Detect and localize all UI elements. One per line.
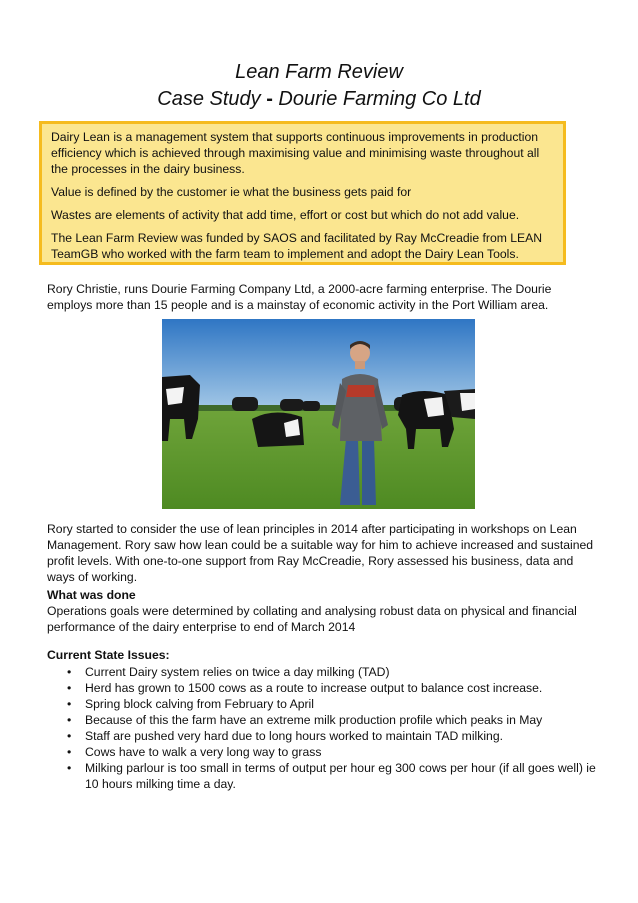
bullet-icon: • (67, 745, 72, 759)
bullet-icon: • (67, 761, 72, 775)
issue-item (47, 664, 597, 680)
issue-item (47, 728, 597, 744)
subtitle-prefix: Case Study (157, 88, 267, 110)
issue-text: Milking parlour is too small in terms of output per hour eg 300 cows per hour (if all goes well) ie 10 hours milking time a day. (85, 761, 596, 791)
issues-list (47, 664, 597, 792)
bullet-icon: • (67, 665, 72, 679)
issue-item (47, 696, 597, 712)
issue-item (47, 712, 597, 728)
definition-callout (39, 121, 566, 265)
bullet-icon: • (67, 697, 72, 711)
issue-item (47, 760, 597, 792)
issue-item (47, 744, 597, 760)
issue-text: Herd has grown to 1500 cows as a route to increase output to balance cost increase. (85, 681, 543, 695)
bullet-icon: • (67, 681, 72, 695)
issue-text: Spring block calving from February to April (85, 697, 314, 711)
bullet-icon: • (67, 713, 72, 727)
issue-text: Current Dairy system relies on twice a day milking (TAD) (85, 665, 390, 679)
bullet-icon: • (67, 729, 72, 743)
farmer-with-cows-photo (162, 319, 475, 509)
issue-text: Cows have to walk a very long way to grass (85, 745, 322, 759)
issue-text: Staff are pushed very hard due to long hours worked to maintain TAD milking. (85, 729, 503, 743)
what-was-done-heading: What was done (47, 588, 136, 602)
issue-text: Because of this the farm have an extreme milk production profile which peaks in May (85, 713, 543, 727)
callout-funding: The Lean Farm Review was funded by SAOS and facilitated by Ray McCreadie from LEAN TeamGB who worked with the farm team to implement and adopt the Dairy Lean Tools. (51, 231, 543, 261)
page-subtitle (0, 87, 638, 111)
callout-value: Value is defined by the customer ie what the business gets paid for (51, 185, 412, 199)
subtitle-dash: - (266, 88, 273, 110)
issue-item (47, 680, 597, 696)
what-was-done-text: Operations goals were determined by collating and analysing robust data on physical and financial performance of the dairy enterprise to end of March 2014 (47, 604, 577, 634)
callout-dairy-lean: Dairy Lean is a management system that supports continuous improvements in production efficiency which is achieved through maximising value and minimising waste throughout all the processes in the dairy business. (51, 130, 540, 176)
callout-wastes: Wastes are elements of activity that add time, effort or cost but which do not add value. (51, 208, 520, 222)
page-title: Lean Farm Review (235, 61, 403, 83)
intro-paragraph: Rory Christie, runs Dourie Farming Company Ltd, a 2000-acre farming enterprise. The Dourie employs more than 15 people and is a mainstay of economic activity in the Port William area. (47, 282, 552, 312)
background-paragraph: Rory started to consider the use of lean principles in 2014 after participating in workshops on Lean Management. Rory saw how lean could be a suitable way for him to achieve increased and sustained profit levels. With one-to-one support from Ray McCreadie, Rory assessed his business, data and ways of working. (47, 522, 594, 584)
subtitle-suffix: Dourie Farming Co Ltd (272, 88, 481, 110)
current-state-heading: Current State Issues: (47, 648, 170, 662)
